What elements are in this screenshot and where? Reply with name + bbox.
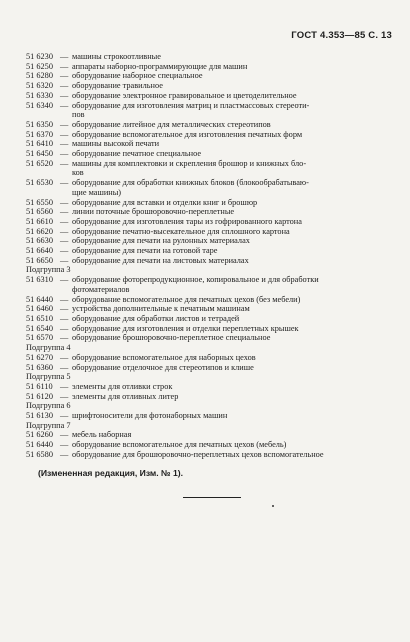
dash-separator: — <box>60 52 69 61</box>
okp-code: 51 6440 <box>26 294 53 304</box>
equipment-name: шрифтоносители для фотонаборных машин <box>72 411 228 421</box>
dash-separator: — <box>60 119 69 129</box>
classification-row <box>26 52 398 62</box>
equipment-name: оборудование вспомогательное для печатных цехов (мебель) <box>72 440 287 450</box>
dash-separator: — <box>60 352 69 362</box>
equipment-name: оборудование для печати на рулонных материалах <box>72 236 250 246</box>
equipment-name: оборудование печатное специальное <box>72 149 202 159</box>
classification-row <box>26 101 398 111</box>
okp-code: 51 6260 <box>26 430 53 440</box>
dash-separator: — <box>60 158 69 168</box>
dash-separator: — <box>60 313 69 323</box>
classification-row <box>26 363 398 373</box>
okp-code: 51 6620 <box>26 226 53 236</box>
line-continuation: ков <box>72 168 84 178</box>
classification-row <box>26 333 398 343</box>
equipment-name: оборудование вспомогательное для изготовления печатных форм <box>72 129 303 139</box>
dash-separator: — <box>60 304 69 314</box>
classification-row <box>26 246 398 256</box>
equipment-name: оборудование литейное для металлических стереотипов <box>72 119 271 129</box>
dash-separator: — <box>60 226 69 236</box>
classification-row <box>26 450 398 460</box>
classification-row <box>26 139 398 149</box>
okp-code: 51 6120 <box>26 391 53 401</box>
okp-code: 51 6510 <box>26 313 53 323</box>
classification-list <box>26 52 398 478</box>
classification-row <box>26 120 398 130</box>
dash-separator: — <box>60 129 69 139</box>
amendment-note: (Измененная редакция, Изм. № 1). <box>38 467 184 478</box>
equipment-name: оборудование для изготовления матриц и пластмассовых стереоти- <box>72 100 310 110</box>
equipment-name: элементы для отливки строк <box>72 381 173 391</box>
classification-row <box>26 81 398 91</box>
dash-separator: — <box>60 381 69 391</box>
subgroup-heading: Подгруппа 5 <box>26 372 71 382</box>
page-header: ГОСТ 4.353—85 С. 13 <box>291 30 392 41</box>
classification-row <box>26 149 398 159</box>
classification-row <box>26 353 398 363</box>
okp-code: 51 6530 <box>26 178 53 188</box>
okp-code: 51 6360 <box>26 362 53 372</box>
subgroup-heading: Подгруппа 6 <box>26 401 71 411</box>
okp-code: 51 6630 <box>26 236 53 246</box>
classification-row <box>26 324 398 334</box>
classification-row <box>26 392 398 402</box>
dash-separator: — <box>60 139 69 149</box>
dash-separator: — <box>60 362 69 372</box>
dash-separator: — <box>60 391 69 401</box>
classification-row <box>26 91 398 101</box>
okp-code: 51 6550 <box>26 197 53 207</box>
okp-code: 51 6520 <box>26 158 53 168</box>
dash-separator: — <box>60 216 69 226</box>
classification-row <box>26 304 398 314</box>
equipment-name: оборудование для обработки листов и тетрадей <box>72 313 240 323</box>
dash-separator: — <box>60 149 69 159</box>
subgroup-heading: Подгруппа 7 <box>26 420 71 430</box>
classification-row <box>26 227 398 237</box>
okp-code: 51 6640 <box>26 246 53 256</box>
subgroup-heading: Подгруппа 4 <box>26 343 71 353</box>
classification-row <box>26 62 398 72</box>
equipment-name: оборудование для печати на листовых материалах <box>72 255 249 265</box>
classification-row <box>26 382 398 392</box>
dash-separator: — <box>60 411 69 421</box>
okp-code: 51 6570 <box>26 333 53 343</box>
okp-code: 51 6350 <box>26 119 53 129</box>
equipment-name: оборудование для брошюровочно-переплетных цехов вспомогательное <box>72 449 324 459</box>
equipment-name: оборудование для изготовления и отделки переплетных крышек <box>72 323 299 333</box>
equipment-name: устройства дополнительные к печатным машинам <box>72 304 250 314</box>
okp-code: 51 6270 <box>26 352 53 362</box>
okp-code: 51 6460 <box>26 304 53 314</box>
equipment-name: оборудование для обработки книжных блоков (блокообрабатываю- <box>72 178 309 188</box>
okp-code: 51 6610 <box>26 216 53 226</box>
okp-code: 51 6130 <box>26 411 53 421</box>
line-continuation: фотоматериалов <box>72 284 130 294</box>
classification-row <box>26 198 398 208</box>
equipment-name: оборудование для изготовления тары из гофрированного картона <box>72 216 302 226</box>
classification-row <box>26 256 398 266</box>
classification-row <box>26 411 398 421</box>
equipment-name: оборудование брошюровочно-переплетное специальное <box>72 333 271 343</box>
dash-separator: — <box>60 61 69 71</box>
dash-separator: — <box>60 246 69 256</box>
classification-row <box>26 295 398 305</box>
line-continuation: щие машины) <box>72 187 122 197</box>
divider-rule <box>183 497 241 498</box>
okp-code: 51 6250 <box>26 61 53 71</box>
equipment-name: оборудование печатно-высекательное для сплошного картона <box>72 226 290 236</box>
dash-separator: — <box>60 197 69 207</box>
dash-separator: — <box>60 430 69 440</box>
okp-code: 51 6450 <box>26 149 53 159</box>
equipment-name: машины для комплектовки и скрепления брошюр и книжных бло- <box>72 158 307 168</box>
equipment-name: оборудование для вставки и отделки книг и брошюр <box>72 197 258 207</box>
okp-code: 51 6310 <box>26 275 53 285</box>
dash-separator: — <box>60 81 69 91</box>
equipment-name: оборудование электронное гравировальное и цветоделительное <box>72 90 297 100</box>
dash-separator: — <box>60 207 69 217</box>
dash-separator: — <box>60 333 69 343</box>
dash-separator: — <box>60 255 69 265</box>
okp-code: 51 6110 <box>26 381 53 391</box>
classification-row <box>26 159 398 169</box>
okp-code: 51 6230 <box>26 52 53 61</box>
okp-code: 51 6330 <box>26 90 53 100</box>
classification-row <box>26 207 398 217</box>
dash-separator: — <box>60 90 69 100</box>
equipment-name: мебель наборная <box>72 430 132 440</box>
okp-code: 51 6560 <box>26 207 53 217</box>
line-continuation: пов <box>72 110 85 120</box>
speck-mark <box>272 505 274 507</box>
dash-separator: — <box>60 440 69 450</box>
dash-separator: — <box>60 294 69 304</box>
equipment-name: оборудование вспомогательное для наборных цехов <box>72 352 256 362</box>
dash-separator: — <box>60 275 69 285</box>
classification-row <box>26 178 398 188</box>
okp-code: 51 6340 <box>26 100 53 110</box>
dash-separator: — <box>60 236 69 246</box>
classification-row <box>26 314 398 324</box>
classification-row <box>26 130 398 140</box>
classification-row <box>26 430 398 440</box>
equipment-name: оборудование вспомогательное для печатных цехов (без мебели) <box>72 294 301 304</box>
equipment-name: элементы для отливных литер <box>72 391 179 401</box>
equipment-name: оборудование для печати на готовой таре <box>72 246 218 256</box>
dash-separator: — <box>60 178 69 188</box>
dash-separator: — <box>60 100 69 110</box>
okp-code: 51 6370 <box>26 129 53 139</box>
okp-code: 51 6540 <box>26 323 53 333</box>
okp-code: 51 6410 <box>26 139 53 149</box>
classification-row <box>26 217 398 227</box>
okp-code: 51 6280 <box>26 71 53 81</box>
equipment-name: машины высокой печати <box>72 139 160 149</box>
dash-separator: — <box>60 71 69 81</box>
equipment-name: оборудование фоторепродукционное, копировальное и для обработки <box>72 275 319 285</box>
equipment-name: машины строкоотливные <box>72 52 161 61</box>
okp-code: 51 6580 <box>26 449 53 459</box>
classification-row <box>26 71 398 81</box>
classification-row <box>26 236 398 246</box>
equipment-name: оборудование наборное специальное <box>72 71 203 81</box>
dash-separator: — <box>60 449 69 459</box>
equipment-name: оборудование травильное <box>72 81 163 91</box>
okp-code: 51 6650 <box>26 255 53 265</box>
classification-row <box>26 440 398 450</box>
subgroup-heading: Подгруппа 3 <box>26 265 71 275</box>
okp-code: 51 6320 <box>26 81 53 91</box>
okp-code: 51 6440 <box>26 440 53 450</box>
equipment-name: аппараты наборно-программирующие для машин <box>72 61 248 71</box>
classification-row <box>26 275 398 285</box>
equipment-name: оборудование отделочное для стереотипов и клише <box>72 362 254 372</box>
dash-separator: — <box>60 323 69 333</box>
equipment-name: линии поточные брошюровочно-переплетные <box>72 207 235 217</box>
